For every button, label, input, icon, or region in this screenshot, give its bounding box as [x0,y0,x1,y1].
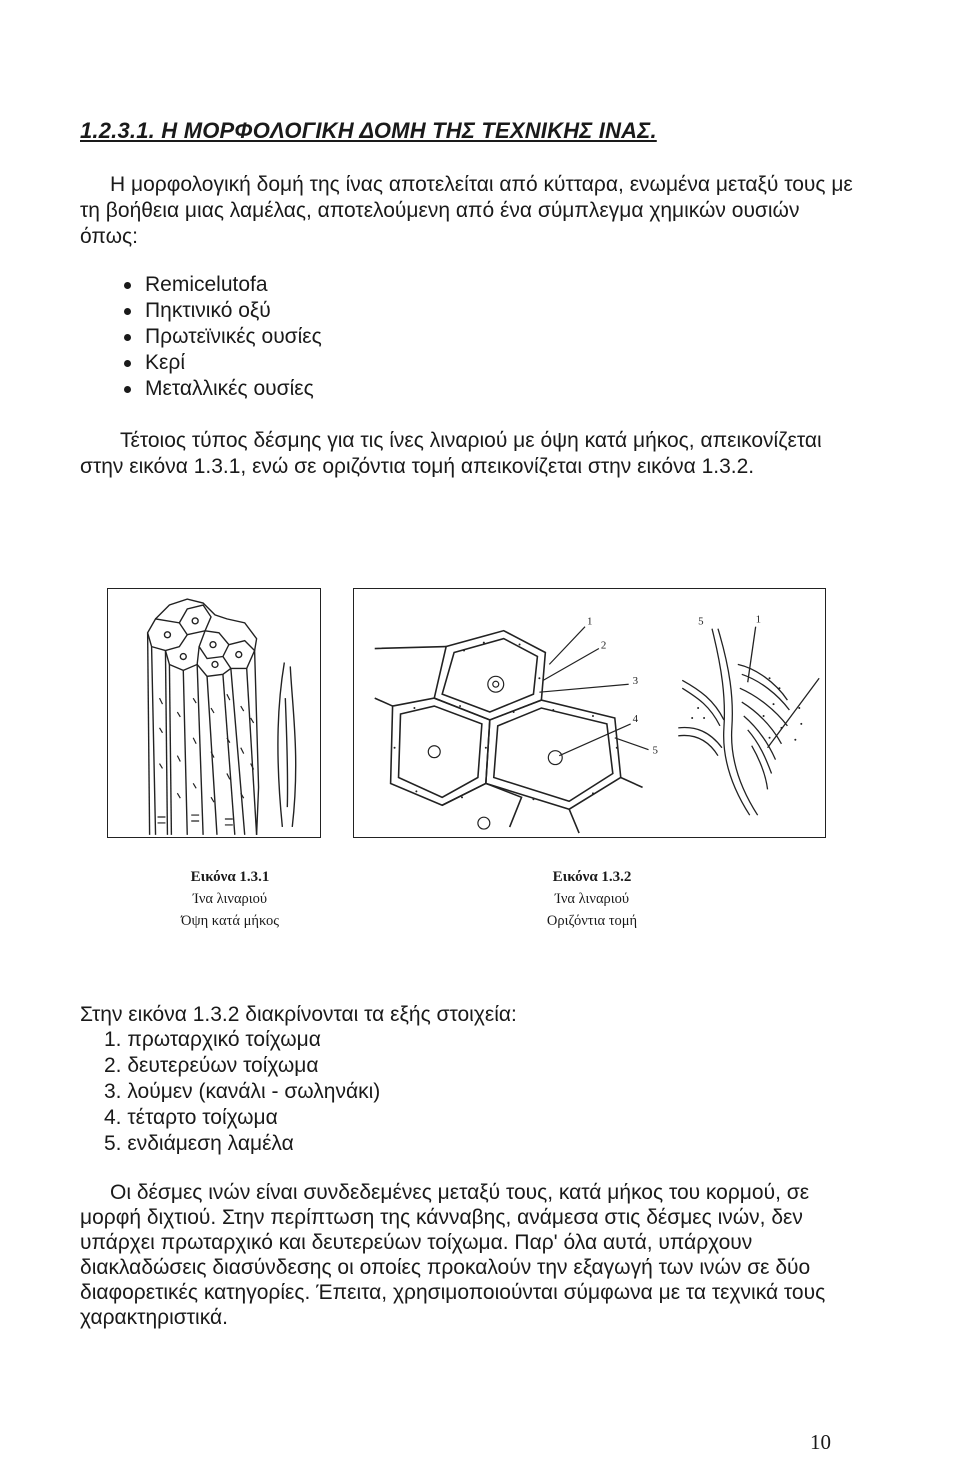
list-item: Μεταλλικές ουσίες [120,376,322,402]
callout-label: 1 [755,613,762,626]
list-item: 3. λούμεν (κανάλι - σωληνάκι) [104,1080,381,1103]
figure2-line2: Οριζόντια τομή [546,913,638,929]
elements-list [104,1027,380,1157]
callout-label: 2 [600,639,607,652]
flax-longitudinal-drawing [108,589,320,837]
list-item: Remicelutofa [120,272,322,298]
closing-paragraph: Οι δέσμες ινών είναι συνδεδεμένες μεταξύ τους, κατά μήκος του κορμού, σε μορφή διχτιού. Στην περίπτωση της κάνναβης, ανάμεσα στις δέσμες ινών, δεν υπάρχει πρωταρχικό και δευτερεύων τοίχωμα. Παρ' όλα αυτά, υπάρχουν διακλαδώσεις διασύνδεσης οι οποίες προκαλούν την εξαγωγή των ινών σε δύο διαφορετικές κατηγορίες. Έπειτα, χρησιμοποιούνται σύμφωνα με τα τεχνικά τους χαρακτηριστικά. [80,1181,826,1329]
figure1-title: Εικόνα 1.3.1 [190,869,270,885]
callout-label: 1 [587,615,593,628]
list-intro: Στην εικόνα 1.3.2 διακρίνονται τα εξής στοιχεία: [80,1003,517,1026]
page-number: 10 [810,1430,831,1454]
figure1-line2: Όψη κατά μήκος [181,913,279,929]
callout-label: 5 [698,615,704,628]
list-item: 2. δευτερεύων τοίχωμα [104,1054,319,1077]
figure-reference-paragraph: Τέτοιος τύπος δέσμης για τις ίνες λιναριού με όψη κατά μήκος, απεικονίζεται στην εικόνα 1.3.1, ενώ σε οριζόντια τομή απεικονίζεται στην εικόνα 1.3.2. [80,429,822,478]
substances-list [120,272,322,402]
callout-label: 4 [632,712,639,725]
figure1-line1: Ίνα λιναριού [192,891,268,907]
callout-label: 3 [632,675,639,688]
figure2-title: Εικόνα 1.3.2 [552,869,632,885]
figure2-caption [512,866,672,932]
list-item: 5. ενδιάμεση λαμέλα [104,1132,294,1155]
intro-paragraph: Η μορφολογική δομή της ίνας αποτελείται από κύτταρα, ενωμένα μεταξύ τους με τη βοήθεια μιας λαμέλας, αποτελούμενη από ένα σύμπλεγμα χημικών ουσιών όπως: [80,173,853,248]
figure-cross-section [353,588,826,838]
flax-cross-section-drawing [354,589,825,837]
figure1-caption [160,866,300,932]
section-heading: 1.2.3.1. Η ΜΟΡΦΟΛΟΓΙΚΗ ΔΟΜΗ ΤΗΣ ΤΕΧΝΙΚΗΣ ΙΝΑΣ. [80,118,657,143]
figure2-line1: Ίνα λιναριού [554,891,630,907]
list-item: 1. πρωταρχικό τοίχωμα [104,1028,321,1051]
list-item: Κερί [120,350,322,376]
list-item: Πηκτινικό οξύ [120,298,322,324]
figure-longitudinal-view [107,588,321,838]
list-item: 4. τέταρτο τοίχωμα [104,1106,278,1129]
list-item: Πρωτεϊνικές ουσίες [120,324,322,350]
callout-label: 5 [652,744,658,757]
